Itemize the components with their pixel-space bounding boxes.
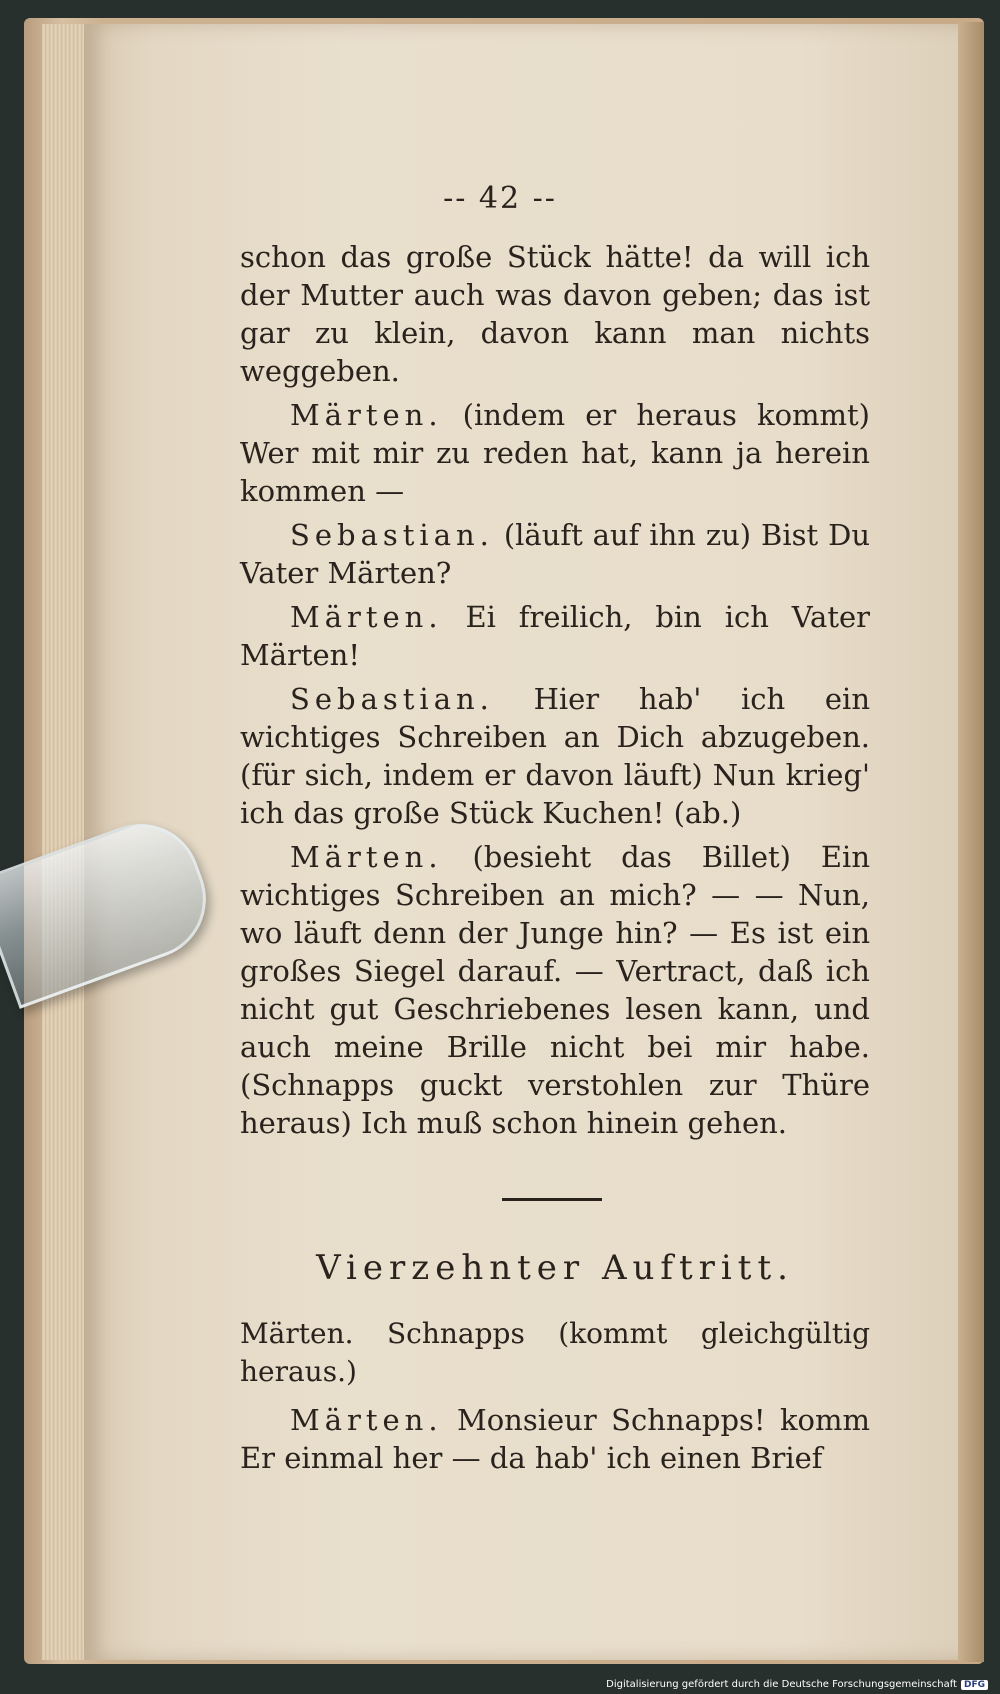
paragraph-text: Hier hab' ich ein wichtiges Schreiben an Dich abzugeben. (für sich, indem er davon läuft) Nun krieg' ich das große Stück Kuchen! (ab.) [240,682,871,830]
digitization-credit [602,1677,992,1692]
speaker-name: Märten. [290,1403,443,1437]
credit-text: Digitalisierung gefördert durch die Deutsche Forschungsgemeinschaft [606,1679,957,1690]
paragraph-text: (läuft auf ihn zu) Bist Du Vater Märten? [240,518,870,590]
scene-heading: Vierzehnter Auftritt. [316,1248,794,1288]
paragraph-1 [240,238,870,390]
page-text-block [240,180,870,1483]
paragraph-text: (besieht das Billet) Ein wichtiges Schreiben an mich? — — Nun, wo läuft denn der Junge hin? — Es ist ein großes Siegel darauf. — Vertract, daß ich nicht gut Geschriebenes lesen kann, und auch meine Brille nicht bei mir habe. (Schnapps guckt verstohlen zur Thüre heraus) Ich muß schon hinein gehen. [240,840,870,1140]
paragraph-6 [240,838,870,1142]
speaker-name: Sebastian. [290,518,494,552]
paragraph-4 [240,598,870,674]
paragraph-3 [240,516,870,592]
speaker-name: Sebastian. [290,682,494,716]
stage-direction: Märten. Schnapps (kommt gleichgültig heraus.) [240,1317,870,1388]
speaker-name: Märten. [290,840,443,874]
speaker-name: Märten. [290,600,443,634]
paragraph-text: (indem er heraus kommt) Wer mit mir zu reden hat, kann ja herein kommen — [240,398,870,508]
paragraph-text: Monsieur Schnapps! komm Er einmal her — da hab' ich einen Brief [240,1403,871,1475]
paragraph-text: schon das große Stück hätte! da will ich der Mutter auch was davon geben; das ist gar zu klein, davon kann man nichts weggeben. [240,240,870,388]
final-paragraph [240,1401,870,1477]
speaker-name: Märten. [290,398,443,432]
paragraph-text: Ei freilich, bin ich Vater Märten! [240,600,871,672]
dfg-logo-icon: DFG [961,1680,988,1690]
section-divider [502,1198,602,1201]
paragraph-2 [240,396,870,510]
book-right-edge [958,22,984,1662]
paragraph-5 [240,680,870,832]
page-number: -- 42 -- [443,181,557,216]
